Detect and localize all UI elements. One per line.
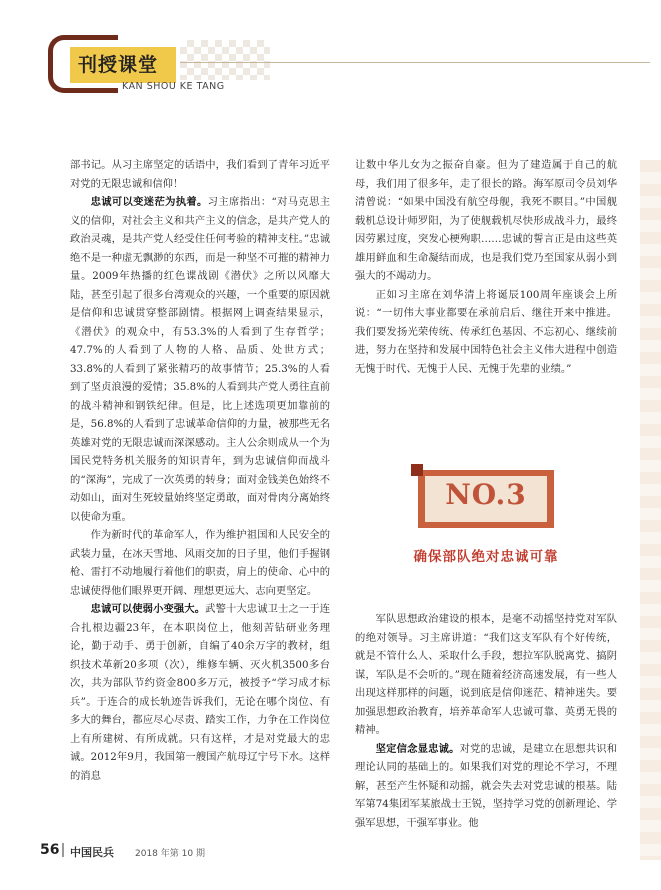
section-heading: 确保部队绝对忠诚可靠 — [413, 549, 559, 565]
magazine-name: 中国民兵 — [70, 846, 114, 859]
paragraph-lead: 忠诚可以使弱小变强大。 — [90, 603, 206, 615]
right-column-bottom — [355, 610, 617, 832]
paragraph: 让数中华儿女为之振奋自豪。但为了建造属于自己的航母，我们用了很多年，走了很长的路。海军原司令员刘华清曾说：“如果中国没有航空母舰，我死不瞑目。”中国舰载机总设计师罗阳，为了使舰载机尽快形成战斗力，最终因劳累过度，突发心梗殉职……忠诚的誓言正是由这些英雄用鲜血和生命凝结而成，也是我们党乃至国家从弱小到强大的不竭动力。 — [355, 159, 617, 282]
column-title: 刊授课堂 — [78, 54, 159, 76]
header-rule — [180, 62, 650, 63]
paragraph: 正如习主席在刘华清上将诞辰100周年座谈会上所说：“一切伟大事业都要在承前启后、继往开来中推进。我们要发扬光荣传统、传承红色基因、不忘初心、继续前进，努力在坚持和发展中国特色社会主义伟大进程中创造无愧于时代、无愧于人民、无愧于先辈的业绩。” — [355, 288, 617, 375]
paragraph: 军队思想政治建设的根本，是毫不动摇坚持党对军队的绝对领导。习主席讲道：“我们这支军队有个好传统，就是不管什么人、采取什么手段，想拉军队脱离党、搞阴谋，军队是不会听的。”现在随着经济高速发展，有一些人出现这样那样的问题，说到底是信仰迷茫、精神迷失。要加强思想政治教育，培养革命军人忠诚可靠、英勇无畏的精神。 — [355, 613, 617, 736]
footer-divider — [62, 843, 64, 857]
paragraph-lead: 坚定信念显忠诚。 — [375, 742, 460, 755]
section-badge-corner — [411, 464, 423, 476]
column-subtitle: KAN SHOU KE TANG — [122, 81, 225, 92]
left-column — [70, 156, 330, 785]
paragraph-lead: 忠诚可以变迷茫为执着。 — [90, 196, 208, 208]
section-number: NO.3 — [445, 478, 527, 511]
header-checker-pattern — [180, 40, 270, 80]
side-decorative-strip — [640, 160, 661, 860]
paragraph: 忠诚可以使弱小变强大。武警十大忠诚卫士之一于连合扎根边疆23年，在本职岗位上，他刻苦钻研业务理论，勤于动手、勇于创新，自编了40余万字的教材，组织技术革新20多项（次），维修车辆、灭火机3500多台次，共为部队节约资金800多万元，被授予“学习成才标兵”。于连合的成长轨迹告诉我们，无论在哪个岗位、有多大的舞台，都应尽心尽责、踏实工作，力争在工作岗位上有所建树、有所成就。只有这样，才是对党最大的忠诚。2012年9月，我国第一艘国产航母辽宁号下水。这样的消息 — [70, 603, 331, 782]
paragraph: 作为新时代的革命军人，作为维护祖国和人民安全的武装力量，在冰天雪地、风雨交加的日子里，他们手握钢枪、雷打不动地履行着他们的职责，肩上的使命、心中的忠诚使得他们眼界更开阔、理想更远大、志向更坚定。 — [70, 529, 330, 597]
paragraph: 坚定信念显忠诚。对党的忠诚，是建立在思想共识和理论认同的基础上的。如果我们对党的理论不学习，不理解，甚至产生怀疑和动摇，就会失去对党忠诚的根基。陆军第74集团军某旅战士王锐，坚持学习党的创新理论、学强军思想，干强军事业。他 — [355, 742, 618, 829]
paragraph: 部书记。从习主席坚定的话语中，我们看到了青年习近平对党的无限忠诚和信仰！ — [70, 159, 330, 190]
right-column-top — [355, 156, 617, 378]
issue-label: 2018 年第 10 期 — [135, 849, 205, 859]
paragraph: 忠诚可以变迷茫为执着。习主席指出：“对马克思主义的信仰，对社会主义和共产主义的信念，是共产党人的政治灵魂，是共产党人经受住任何考验的精神支柱。”忠诚绝不是一种虚无飘渺的东西，而是一种坚不可摧的精神力量。2009年热播的红色谍战剧《潜伏》之所以风靡大陆，甚至引起了很多台湾观众的兴趣，一个重要的原因就是信仰和忠诚贯穿整部剧情。根据网上调查结果显示，《潜伏》的观众中，有53.3%的人看到了生存哲学；47.7%的人看到了人物的人格、品质、处世方式；33.8%的人看到了紧张精巧的故事情节；25.3%的人看到了坚贞浪漫的爱情；35.8%的人看到共产党人勇往直前的战斗精神和钢铁纪律。但是，比上述选项更加靠前的是，56.8%的人看到了忠诚革命信仰的力量，被那些无名英雄对党的无限忠诚而深深感动。主人公余则成从一个为国民党特务机关服务的知识青年，到为忠诚信仰而战斗的“深海”，完成了一次英勇的转身；面对金钱美色始终不动如山，面对生死较量始终坚定勇敢，面对骨肉分离始终以使命为重。 — [70, 196, 331, 523]
page-number: 56 — [40, 842, 60, 858]
